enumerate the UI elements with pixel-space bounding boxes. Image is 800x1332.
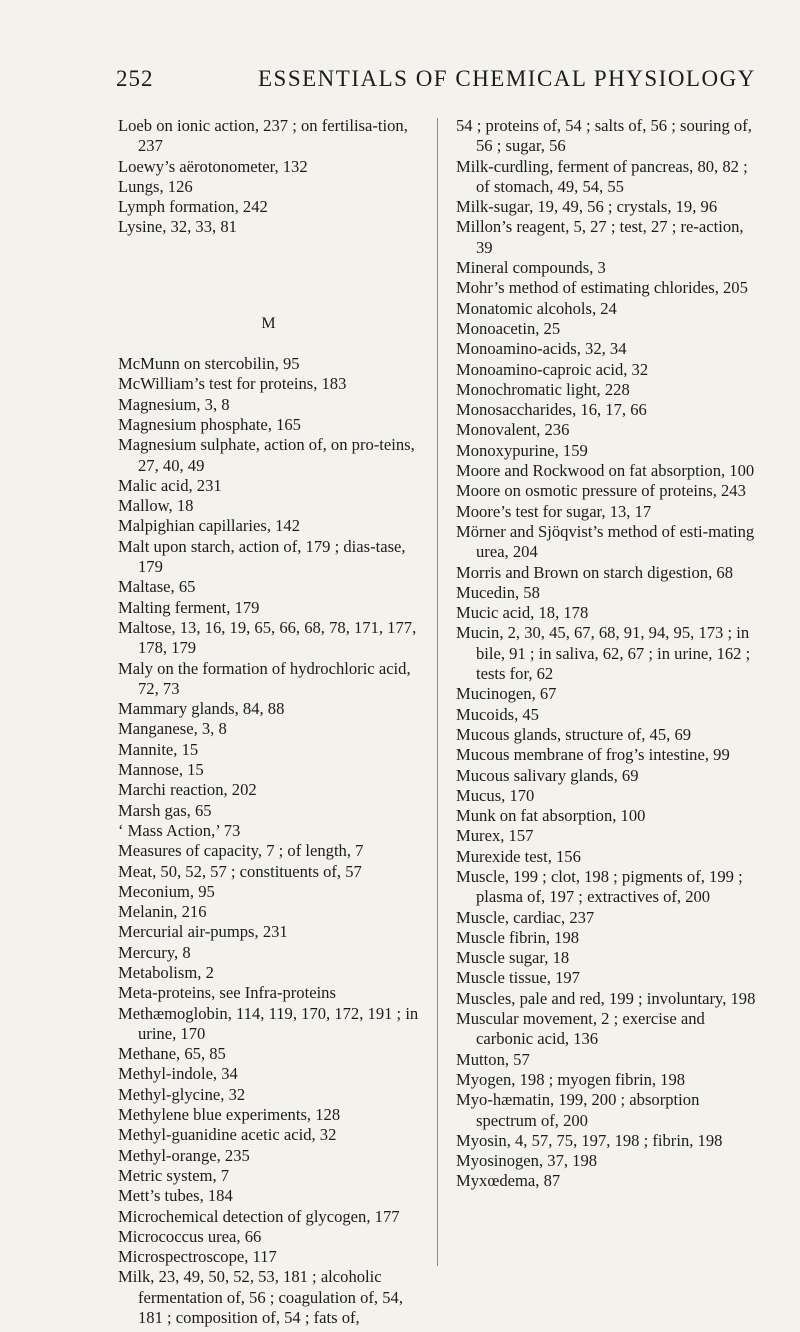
index-entry: Lysine, 32, 33, 81 — [118, 217, 237, 237]
right-column — [456, 116, 763, 1192]
index-entry: Mallow, 18 — [118, 496, 194, 516]
index-entry: Mercurial air-pumps, 231 — [118, 922, 288, 942]
index-entry: Muscle, 199 ; clot, 198 ; pigments of, 199 ; plasma of, 197 ; extractives of, 200 — [456, 866, 743, 907]
index-entry: Monatomic alcohols, 24 — [456, 298, 617, 318]
index-entry: Loewy’s aërotonometer, 132 — [118, 156, 308, 176]
index-entry: Melanin, 216 — [118, 902, 207, 922]
index-entry: ‘ Mass Action,’ 73 — [118, 820, 241, 840]
index-entry: Myogen, 198 ; myogen fibrin, 198 — [456, 1069, 686, 1089]
index-entry: Malic acid, 231 — [118, 475, 222, 495]
index-entry: Magnesium phosphate, 165 — [118, 414, 301, 434]
index-entry: Meta-proteins, see Infra-proteins — [118, 983, 336, 1003]
index-entry: Magnesium, 3, 8 — [118, 394, 230, 414]
index-entry: Microchemical detection of glycogen, 177 — [118, 1206, 400, 1226]
index-entry: Monoamino-caproic acid, 32 — [456, 359, 649, 379]
index-entry: Maltose, 13, 16, 19, 65, 66, 68, 78, 171, 177, 178, 179 — [118, 617, 417, 658]
index-entry: Malt upon starch, action of, 179 ; dias-tase, 179 — [118, 536, 406, 577]
index-entry: McMunn on stercobilin, 95 — [118, 354, 300, 374]
index-entry: Mucous glands, structure of, 45, 69 — [456, 724, 692, 744]
index-entry: Mineral compounds, 3 — [456, 258, 606, 278]
index-entry: Monoacetin, 25 — [456, 318, 561, 338]
index-entry: Methyl-orange, 235 — [118, 1145, 250, 1165]
index-entry: McWilliam’s test for proteins, 183 — [118, 374, 347, 394]
index-entry: Myxœdema, 87 — [456, 1171, 561, 1191]
index-entry: Micrococcus urea, 66 — [118, 1226, 262, 1246]
index-entry: Munk on fat absorption, 100 — [456, 806, 646, 826]
index-entry: Magnesium sulphate, action of, on pro-teins, 27, 40, 49 — [118, 435, 415, 475]
left-column — [118, 116, 420, 1328]
index-entry: 54 ; proteins of, 54 ; salts of, 56 ; souring of, 56 ; sugar, 56 — [456, 116, 752, 156]
index-entry: Mannite, 15 — [118, 739, 199, 759]
index-entry: Mucedin, 58 — [456, 582, 540, 602]
index-entry: Monoamino-acids, 32, 34 — [456, 339, 627, 359]
index-entry: Lungs, 126 — [118, 176, 193, 196]
page-number: 252 — [116, 66, 154, 91]
index-entry: Mohr’s method of estimating chlorides, 205 — [456, 278, 748, 298]
index-entry: Mucous salivary glands, 69 — [456, 765, 639, 785]
index-entry: Meat, 50, 52, 57 ; constituents of, 57 — [118, 861, 362, 881]
index-entry: Loeb on ionic action, 237 ; on fertilisa-tion, 237 — [118, 116, 408, 156]
index-entry: Muscle tissue, 197 — [456, 968, 580, 988]
index-entry: Mannose, 15 — [118, 760, 204, 780]
index-entry: Muscle, cardiac, 237 — [456, 907, 595, 927]
index-entry: Milk, 23, 49, 50, 52, 53, 181 ; alcoholic fermentation of, 56 ; coagulation of, 54, 181 ; composition of, 54 ; fats of, — [118, 1267, 403, 1328]
index-entry: Mucus, 170 — [456, 785, 535, 805]
index-entry: Muscular movement, 2 ; exercise and carbonic acid, 136 — [456, 1009, 705, 1049]
index-entry: Millon’s reagent, 5, 27 ; test, 27 ; re-action, 39 — [456, 217, 744, 257]
index-entry: Marchi reaction, 202 — [118, 780, 257, 800]
index-entry: Maly on the formation of hydrochloric acid, 72, 73 — [118, 658, 411, 698]
index-entry: Maltase, 65 — [118, 577, 196, 597]
index-entry: Monosaccharides, 16, 17, 66 — [456, 400, 647, 420]
index-entry: Moore’s test for sugar, 13, 17 — [456, 501, 652, 521]
index-entry: Metabolism, 2 — [118, 962, 214, 982]
index-entry: Mucoids, 45 — [456, 704, 539, 724]
index-entry: Mucinogen, 67 — [456, 684, 557, 704]
index-entry: Mammary glands, 84, 88 — [118, 699, 285, 719]
index-entry: Mutton, 57 — [456, 1049, 530, 1069]
index-entry: Mercury, 8 — [118, 942, 191, 962]
index-entry: Marsh gas, 65 — [118, 800, 212, 820]
index-entry: Mucic acid, 18, 178 — [456, 603, 589, 623]
index-entry: Methyl-indole, 34 — [118, 1064, 238, 1084]
index-entry: Muscles, pale and red, 199 ; involuntary, 198 — [456, 988, 756, 1008]
index-entry: Methane, 65, 85 — [118, 1044, 226, 1064]
index-entry: Mörner and Sjöqvist’s method of esti-mating urea, 204 — [456, 521, 755, 562]
index-entry: Mucous membrane of frog’s intestine, 99 — [456, 745, 730, 765]
index-entry: Malpighian capillaries, 142 — [118, 516, 301, 536]
index-entry: Methyl-guanidine acetic acid, 32 — [118, 1125, 337, 1145]
index-entry: Lymph formation, 242 — [118, 197, 268, 217]
index-entry: Methæmoglobin, 114, 119, 170, 172, 191 ; in urine, 170 — [118, 1003, 419, 1043]
index-entry: Moore on osmotic pressure of proteins, 243 — [456, 481, 746, 501]
index-entry: Myosin, 4, 57, 75, 197, 198 ; fibrin, 198 — [456, 1130, 723, 1150]
running-title: ESSENTIALS OF CHEMICAL PHYSIOLOGY — [258, 66, 756, 91]
index-entry: Milk-sugar, 19, 49, 56 ; crystals, 19, 96 — [456, 197, 718, 217]
index-entry: Methylene blue experiments, 128 — [118, 1105, 341, 1125]
index-entry: Morris and Brown on starch digestion, 68 — [456, 562, 733, 582]
index-entry: Milk-curdling, ferment of pancreas, 80, 82 ; of stomach, 49, 54, 55 — [456, 156, 748, 196]
index-entry: Methyl-glycine, 32 — [118, 1084, 246, 1104]
index-entry: Manganese, 3, 8 — [118, 719, 227, 739]
section-letter-heading: M — [261, 314, 277, 332]
index-entry: Monovalent, 236 — [456, 420, 570, 440]
index-entry: Monochromatic light, 228 — [456, 379, 630, 399]
index-entry: Myo-hæmatin, 199, 200 ; absorption spectrum of, 200 — [456, 1090, 700, 1130]
column-divider — [437, 118, 438, 1266]
index-entry: Measures of capacity, 7 ; of length, 7 — [118, 841, 364, 861]
index-entry: Muscle sugar, 18 — [456, 948, 570, 968]
index-entry: Mucin, 2, 30, 45, 67, 68, 91, 94, 95, 173 ; in bile, 91 ; in saliva, 62, 67 ; in urine, 162 ; tests for, 62 — [456, 623, 751, 684]
index-entry: Muscle fibrin, 198 — [456, 927, 580, 947]
index-entry: Microspectroscope, 117 — [118, 1247, 277, 1267]
index-entry: Myosinogen, 37, 198 — [456, 1151, 598, 1171]
index-entry: Murexide test, 156 — [456, 846, 581, 866]
index-entry: Monoxypurine, 159 — [456, 440, 588, 460]
index-entry: Mett’s tubes, 184 — [118, 1186, 233, 1206]
running-head — [0, 66, 800, 96]
index-entry: Meconium, 95 — [118, 881, 215, 901]
index-entry: Moore and Rockwood on fat absorption, 100 — [456, 461, 755, 481]
index-entry: Malting ferment, 179 — [118, 597, 260, 617]
index-entry: Metric system, 7 — [118, 1165, 230, 1185]
index-entry: Murex, 157 — [456, 826, 534, 846]
